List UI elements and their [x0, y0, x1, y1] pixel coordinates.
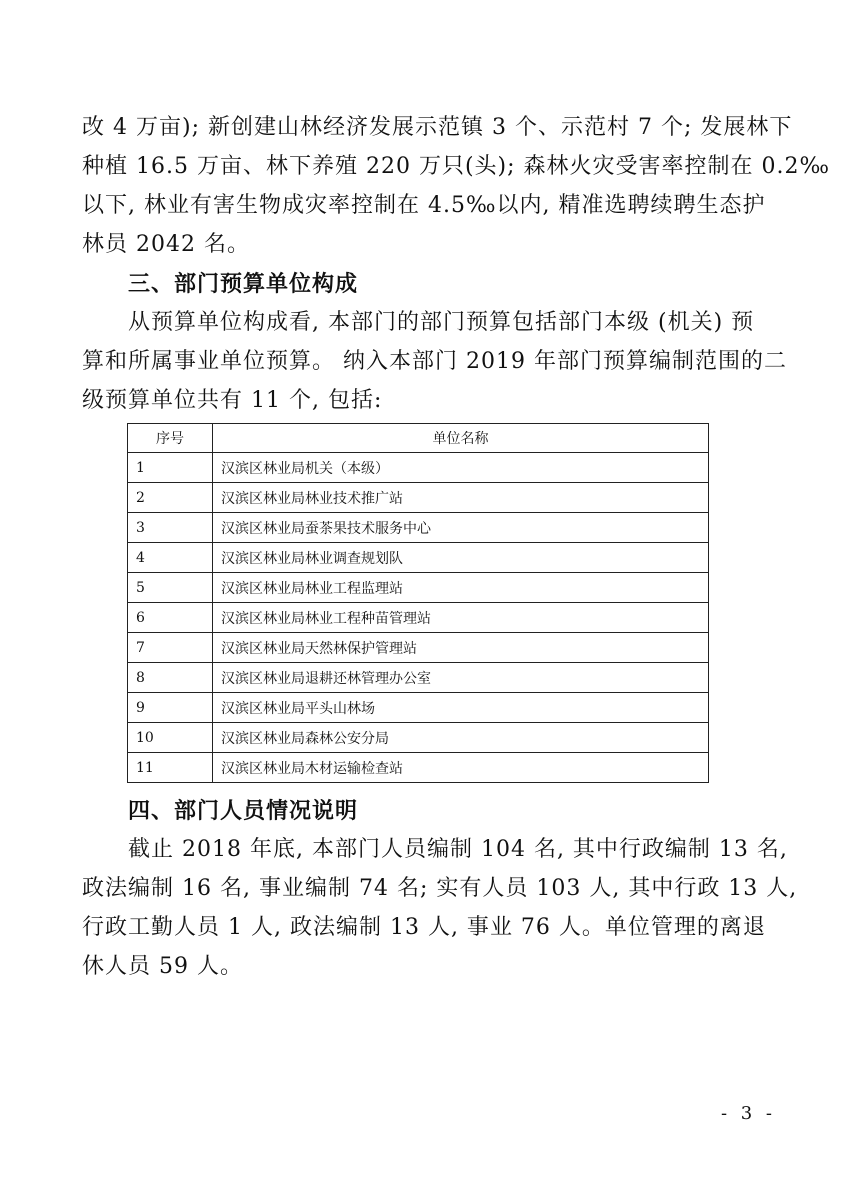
intro-line-2: 种植 16.5 万亩、林下养殖 220 万只(头); 森林火灾受害率控制在 0.2‰ [82, 154, 831, 179]
table-row [128, 753, 709, 783]
table-row [128, 603, 709, 633]
table-row [128, 543, 709, 573]
row-unit-name: 汉滨区林业局林业工程监理站 [213, 573, 709, 603]
section3-line-1: 从预算单位构成看, 本部门的部门预算包括部门本级 (机关) 预 [128, 310, 755, 335]
header-index: 序号 [128, 424, 213, 453]
row-unit-name: 汉滨区林业局蚕茶果技术服务中心 [213, 513, 709, 543]
row-index: 1 [128, 453, 213, 483]
row-unit-name: 汉滨区林业局退耕还林管理办公室 [213, 663, 709, 693]
table-row [128, 453, 709, 483]
row-unit-name: 汉滨区林业局森林公安分局 [213, 723, 709, 753]
table-row [128, 483, 709, 513]
row-unit-name: 汉滨区林业局平头山林场 [213, 693, 709, 723]
row-index: 11 [128, 753, 213, 783]
table-row [128, 573, 709, 603]
page-number: - 3 - [720, 1103, 776, 1124]
section4-line-1: 截止 2018 年底, 本部门人员编制 104 名, 其中行政编制 13 名, [128, 837, 788, 862]
intro-line-1: 改 4 万亩); 新创建山林经济发展示范镇 3 个、示范村 7 个; 发展林下 [82, 115, 793, 140]
section4-line-2: 政法编制 16 名, 事业编制 74 名; 实有人员 103 人, 其中行政 13 人, [82, 876, 798, 901]
table-row [128, 663, 709, 693]
section3-line-3: 级预算单位共有 11 个, 包括: [82, 388, 383, 413]
budget-units-table [127, 423, 709, 783]
row-index: 4 [128, 543, 213, 573]
row-index: 7 [128, 633, 213, 663]
section4-heading: 四、部门人员情况说明 [128, 798, 359, 824]
intro-line-4: 林员 2042 名。 [82, 232, 250, 257]
header-unit-name: 单位名称 [213, 424, 709, 453]
table-header-row [128, 424, 709, 453]
row-unit-name: 汉滨区林业局木材运输检查站 [213, 753, 709, 783]
table-row [128, 723, 709, 753]
row-index: 6 [128, 603, 213, 633]
section4-line-4: 休人员 59 人。 [82, 954, 243, 979]
row-unit-name: 汉滨区林业局林业调查规划队 [213, 543, 709, 573]
row-index: 2 [128, 483, 213, 513]
intro-line-3: 以下, 林业有害生物成灾率控制在 4.5‰以内, 精准选聘续聘生态护 [82, 193, 766, 218]
table-row [128, 693, 709, 723]
row-index: 10 [128, 723, 213, 753]
row-unit-name: 汉滨区林业局机关（本级） [213, 453, 709, 483]
row-index: 9 [128, 693, 213, 723]
row-index: 3 [128, 513, 213, 543]
row-index: 5 [128, 573, 213, 603]
table-row [128, 633, 709, 663]
section3-heading: 三、部门预算单位构成 [128, 271, 359, 297]
row-unit-name: 汉滨区林业局林业工程种苗管理站 [213, 603, 709, 633]
section4-line-3: 行政工勤人员 1 人, 政法编制 13 人, 事业 76 人。单位管理的离退 [82, 915, 766, 940]
table-row [128, 513, 709, 543]
section3-line-2: 算和所属事业单位预算。 纳入本部门 2019 年部门预算编制范围的二 [82, 349, 787, 374]
row-unit-name: 汉滨区林业局林业技术推广站 [213, 483, 709, 513]
row-index: 8 [128, 663, 213, 693]
row-unit-name: 汉滨区林业局天然林保护管理站 [213, 633, 709, 663]
